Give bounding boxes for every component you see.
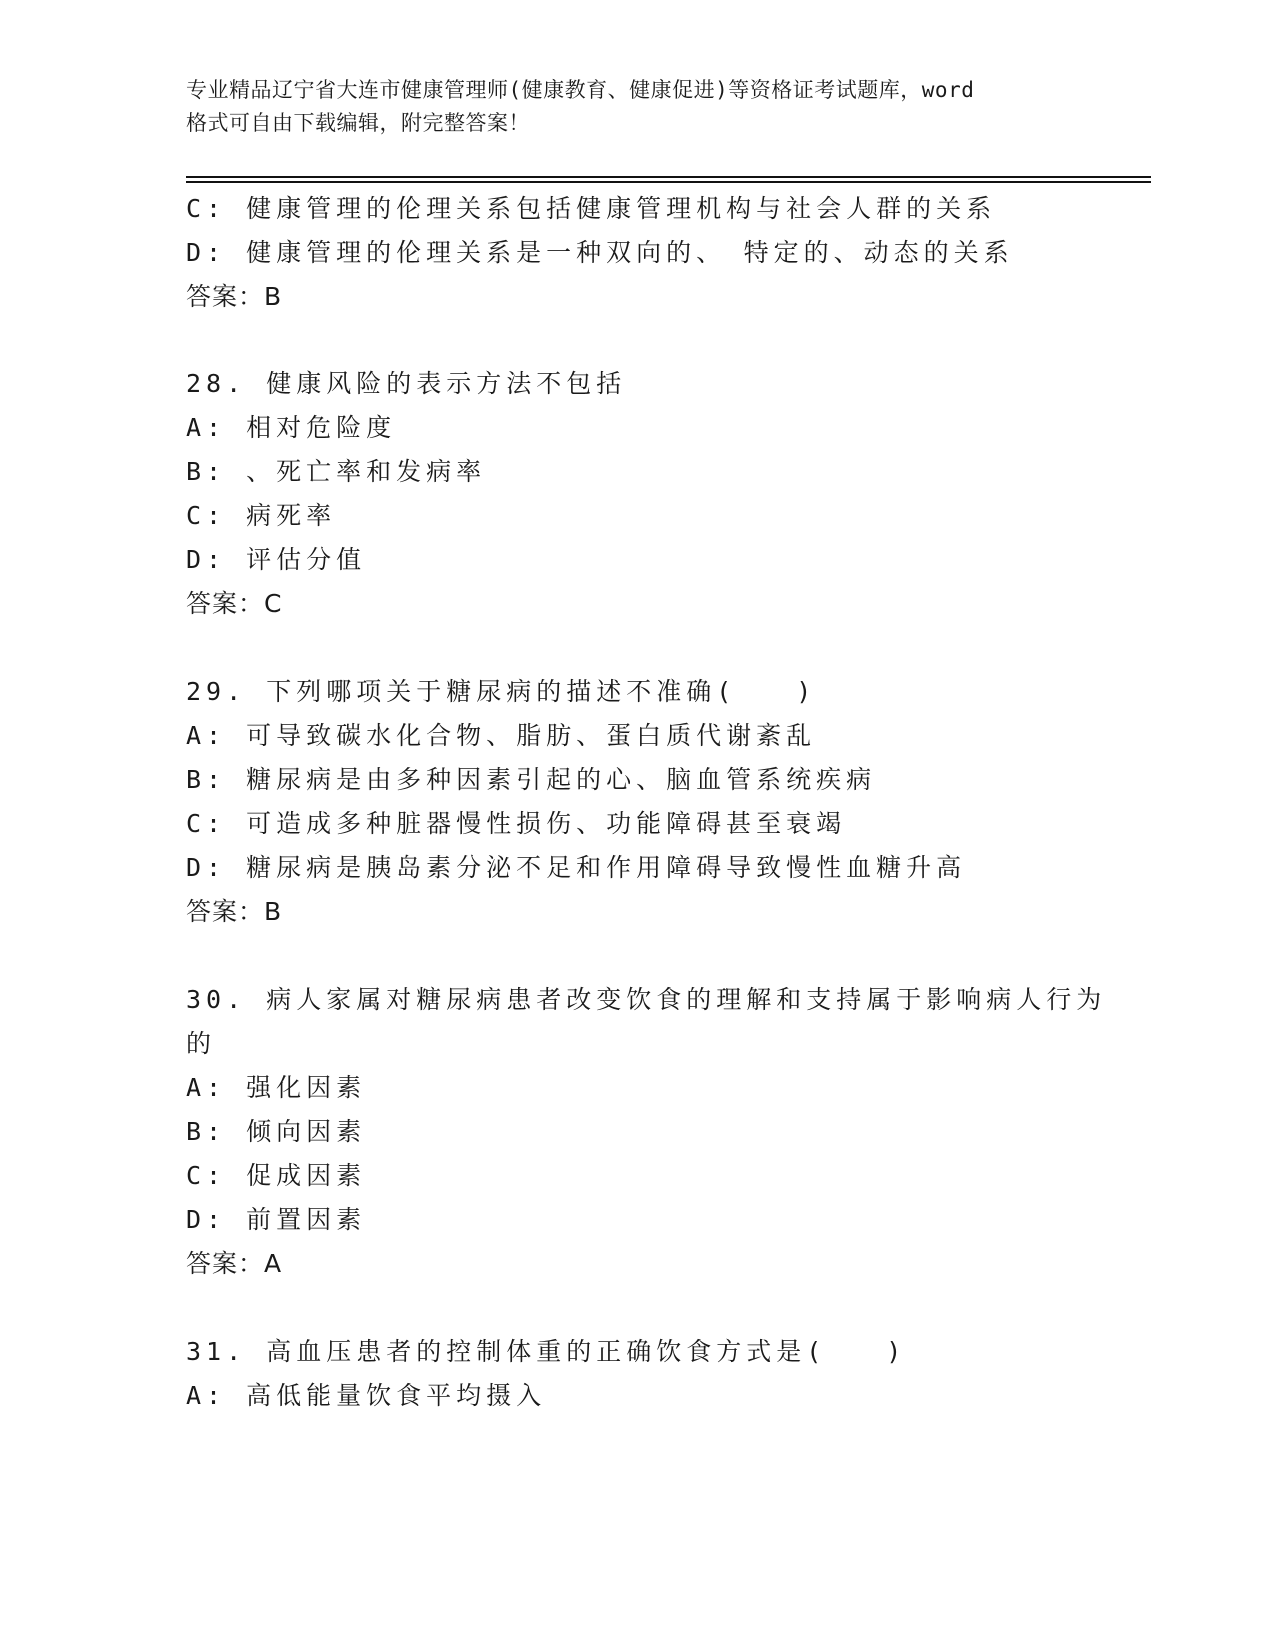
header-line-2: 格式可自由下载编辑，附完整答案！ <box>186 111 530 135</box>
q28-option-c: C: 病死率 <box>186 501 337 530</box>
q30-question-continued: 的 <box>186 1029 217 1058</box>
q28-option-a: A: 相对危险度 <box>186 413 397 442</box>
q30-answer: 答案：A <box>186 1249 283 1278</box>
q30-option-d: D: 前置因素 <box>186 1205 367 1234</box>
q29-answer: 答案：B <box>186 897 283 926</box>
header-line-1: 专业精品辽宁省大连市健康管理师(健康教育、健康促进)等资格证考试题库，word <box>186 78 975 102</box>
q27-answer: 答案：B <box>186 282 283 311</box>
q30-option-a: A: 强化因素 <box>186 1073 367 1102</box>
q30-option-c: C: 促成因素 <box>186 1161 367 1190</box>
document-header <box>186 74 1106 140</box>
q28-option-d: D: 评估分值 <box>186 545 367 574</box>
q27-option-c: C: 健康管理的伦理关系包括健康管理机构与社会人群的关系 <box>186 194 997 223</box>
q31-question: 31. 高血压患者的控制体重的正确饮食方式是( ) <box>186 1337 907 1366</box>
q29-question: 29. 下列哪项关于糖尿病的描述不准确( ) <box>186 677 817 706</box>
q31-option-a: A: 高低能量饮食平均摄入 <box>186 1381 547 1410</box>
q28-answer: 答案：C <box>186 589 283 618</box>
q29-option-b: B: 糖尿病是由多种因素引起的心、脑血管系统疾病 <box>186 765 877 794</box>
q27-option-d: D: 健康管理的伦理关系是一种双向的、 特定的、动态的关系 <box>186 238 1014 267</box>
header-divider-top <box>186 176 1151 178</box>
q30-option-b: B: 倾向因素 <box>186 1117 367 1146</box>
q29-option-a: A: 可导致碳水化合物、脂肪、蛋白质代谢紊乱 <box>186 721 817 750</box>
header-divider-bottom <box>186 181 1151 183</box>
q30-question: 30. 病人家属对糖尿病患者改变饮食的理解和支持属于影响病人行为 <box>186 985 1107 1014</box>
q29-option-d: D: 糖尿病是胰岛素分泌不足和作用障碍导致慢性血糖升高 <box>186 853 967 882</box>
q29-option-c: C: 可造成多种脏器慢性损伤、功能障碍甚至衰竭 <box>186 809 847 838</box>
q28-question: 28. 健康风险的表示方法不包括 <box>186 369 627 398</box>
q28-option-b: B: 、死亡率和发病率 <box>186 457 487 486</box>
